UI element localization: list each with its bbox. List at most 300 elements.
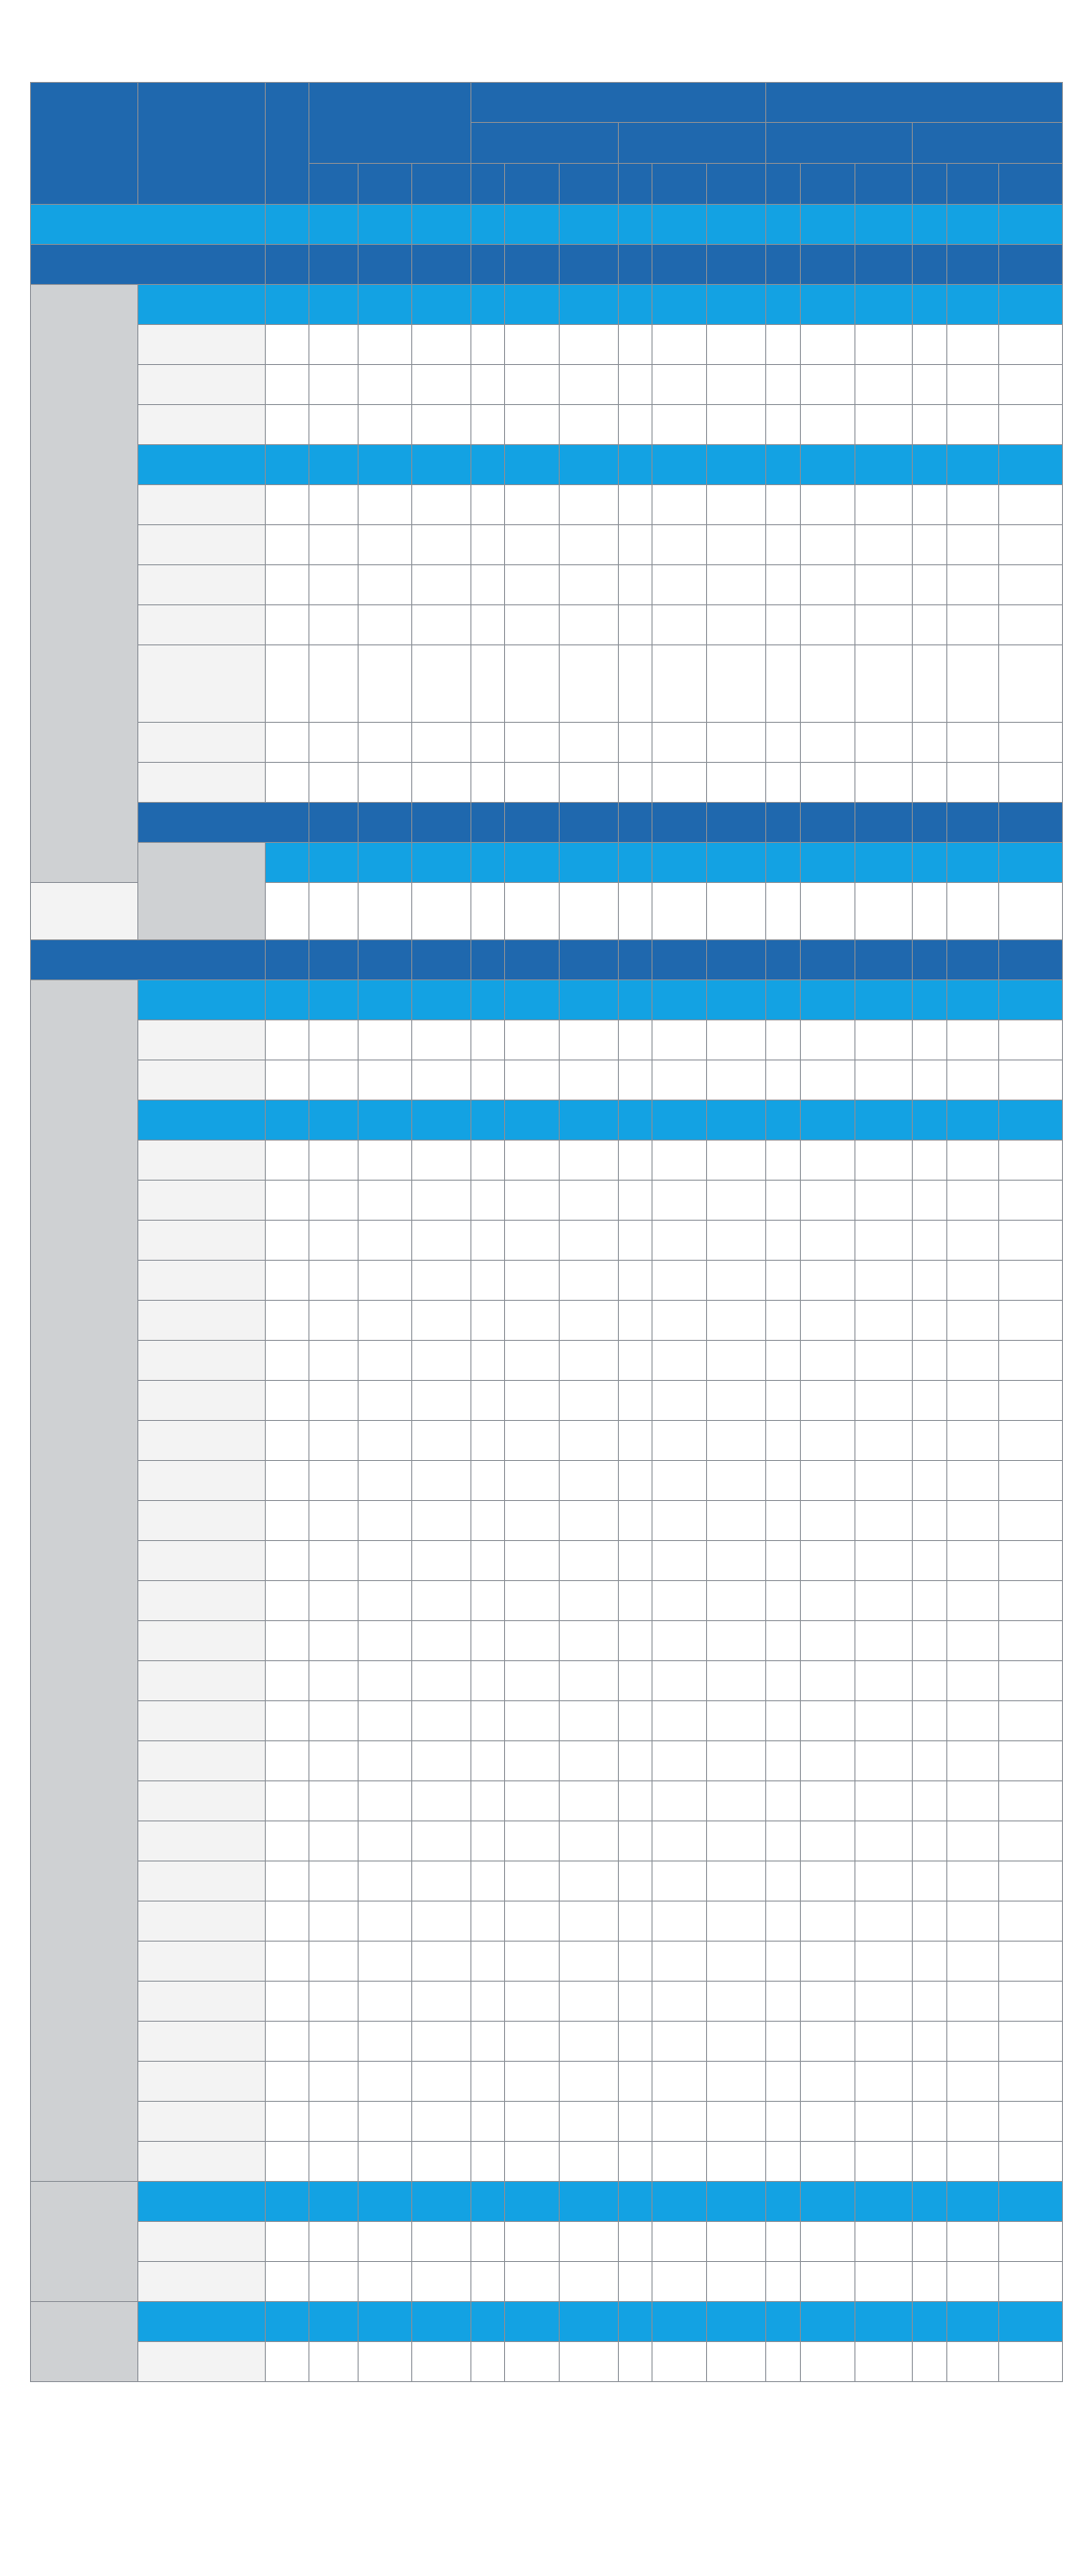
value-cell — [652, 365, 707, 405]
value-cell — [412, 2142, 471, 2182]
value-cell — [619, 1020, 652, 1060]
value-cell — [471, 1461, 505, 1501]
value-cell — [505, 1902, 560, 1942]
value-cell — [309, 2222, 359, 2262]
value-cell — [652, 1902, 707, 1942]
value-cell — [619, 245, 652, 285]
value-cell — [913, 2262, 947, 2302]
value-cell — [801, 2022, 855, 2062]
value-cell — [707, 1821, 766, 1861]
value-cell — [471, 1982, 505, 2022]
value-cell — [947, 1461, 999, 1501]
value-cell — [359, 285, 412, 325]
value-cell — [947, 2262, 999, 2302]
value-cell — [766, 1221, 801, 1261]
value-cell — [801, 1861, 855, 1902]
sub-row — [31, 445, 1063, 485]
value-cell — [412, 405, 471, 445]
value-cell — [707, 2102, 766, 2142]
value-cell — [999, 1261, 1063, 1301]
value-cell — [619, 565, 652, 605]
value-cell — [855, 1661, 913, 1701]
value-cell — [652, 1181, 707, 1221]
value-cell — [766, 1100, 801, 1141]
value-cell — [309, 1661, 359, 1701]
value-cell — [652, 2302, 707, 2342]
value-cell — [505, 2262, 560, 2302]
value-cell — [999, 2342, 1063, 2382]
value-cell — [913, 1541, 947, 1581]
value-cell — [412, 1461, 471, 1501]
value-cell — [412, 245, 471, 285]
value-cell — [359, 205, 412, 245]
subject-name — [138, 1141, 266, 1181]
subject-name — [138, 1982, 266, 2022]
subject-name — [138, 1181, 266, 1221]
value-cell — [309, 325, 359, 365]
value-cell — [652, 723, 707, 763]
value-cell — [619, 1581, 652, 1621]
table-row — [31, 1301, 1063, 1341]
value-cell — [412, 763, 471, 803]
value-cell — [855, 1181, 913, 1221]
value-cell — [801, 1741, 855, 1781]
value-cell — [560, 605, 619, 645]
value-cell — [560, 1621, 619, 1661]
value-cell — [913, 245, 947, 285]
table-row — [31, 1661, 1063, 1701]
subject-name — [138, 1781, 266, 1821]
value-cell — [560, 803, 619, 843]
value-cell — [266, 1421, 309, 1461]
value-cell — [801, 980, 855, 1020]
value-cell — [266, 1741, 309, 1781]
value-cell — [801, 1100, 855, 1141]
value-cell — [471, 1581, 505, 1621]
value-cell — [359, 1341, 412, 1381]
value-cell — [999, 1541, 1063, 1581]
value-cell — [471, 2302, 505, 2342]
value-cell — [855, 1541, 913, 1581]
value-cell — [471, 525, 505, 565]
value-cell — [560, 2102, 619, 2142]
value-cell — [266, 2342, 309, 2382]
sem1-theory-header — [505, 164, 560, 205]
value-cell — [505, 2182, 560, 2222]
value-cell — [999, 1701, 1063, 1741]
value-cell — [412, 1501, 471, 1541]
value-cell — [505, 940, 560, 980]
value-cell — [855, 325, 913, 365]
value-cell — [947, 723, 999, 763]
value-cell — [999, 2262, 1063, 2302]
value-cell — [619, 1821, 652, 1861]
table-row — [31, 1942, 1063, 1982]
value-cell — [619, 1942, 652, 1982]
value-cell — [309, 1341, 359, 1381]
value-cell — [947, 645, 999, 723]
value-cell — [999, 645, 1063, 723]
value-cell — [560, 1541, 619, 1581]
value-cell — [359, 1621, 412, 1661]
value-cell — [412, 1661, 471, 1701]
table-row — [31, 1982, 1063, 2022]
value-cell — [359, 2182, 412, 2222]
value-cell — [359, 1301, 412, 1341]
value-cell — [999, 2142, 1063, 2182]
value-cell — [913, 980, 947, 1020]
value-cell — [707, 1701, 766, 1741]
value-cell — [560, 1221, 619, 1261]
value-cell — [855, 1461, 913, 1501]
table-row — [31, 723, 1063, 763]
value-cell — [801, 485, 855, 525]
value-cell — [913, 1301, 947, 1341]
value-cell — [801, 1341, 855, 1381]
subject-name — [138, 1060, 266, 1100]
subject-name — [138, 2022, 266, 2062]
value-cell — [801, 2342, 855, 2382]
value-cell — [412, 1100, 471, 1141]
value-cell — [619, 2342, 652, 2382]
value-cell — [359, 1181, 412, 1221]
value-cell — [652, 2342, 707, 2382]
header-year2-sem2 — [913, 123, 1063, 164]
value-cell — [412, 1181, 471, 1221]
value-cell — [359, 2142, 412, 2182]
value-cell — [309, 2342, 359, 2382]
value-cell — [619, 1060, 652, 1100]
value-cell — [266, 2262, 309, 2302]
value-cell — [707, 1581, 766, 1621]
value-cell — [309, 2142, 359, 2182]
value-cell — [652, 1861, 707, 1902]
value-cell — [266, 1261, 309, 1301]
value-cell — [855, 1421, 913, 1461]
value-cell — [766, 980, 801, 1020]
value-cell — [359, 1221, 412, 1261]
value-cell — [266, 2182, 309, 2222]
value-cell — [947, 2342, 999, 2382]
value-cell — [505, 843, 560, 883]
total-practice-header — [412, 164, 471, 205]
value-cell — [855, 1982, 913, 2022]
value-cell — [619, 1261, 652, 1301]
value-cell — [855, 1741, 913, 1781]
group-fusion — [138, 843, 266, 940]
value-cell — [947, 1261, 999, 1301]
value-cell — [999, 405, 1063, 445]
value-cell — [913, 2342, 947, 2382]
value-cell — [471, 1661, 505, 1701]
value-cell — [947, 763, 999, 803]
value-cell — [619, 1741, 652, 1781]
value-cell — [707, 1381, 766, 1421]
value-cell — [766, 405, 801, 445]
value-cell — [947, 1741, 999, 1781]
value-cell — [855, 1221, 913, 1261]
value-cell — [652, 1381, 707, 1421]
value-cell — [913, 2062, 947, 2102]
value-cell — [947, 843, 999, 883]
value-cell — [947, 365, 999, 405]
value-cell — [359, 1581, 412, 1621]
value-cell — [619, 723, 652, 763]
value-cell — [309, 1942, 359, 1982]
value-cell — [947, 883, 999, 940]
value-cell — [766, 1301, 801, 1341]
sem3-credit-header — [766, 164, 801, 205]
value-cell — [999, 940, 1063, 980]
value-cell — [505, 405, 560, 445]
value-cell — [855, 1701, 913, 1741]
value-cell — [619, 1781, 652, 1821]
value-cell — [505, 2302, 560, 2342]
value-cell — [707, 525, 766, 565]
value-cell — [266, 1541, 309, 1581]
value-cell — [412, 285, 471, 325]
value-cell — [266, 1581, 309, 1621]
value-cell — [471, 1060, 505, 1100]
value-cell — [412, 2022, 471, 2062]
subject-name — [138, 1020, 266, 1060]
value-cell — [412, 843, 471, 883]
value-cell — [309, 565, 359, 605]
value-cell — [766, 1661, 801, 1701]
grand-row — [31, 205, 1063, 245]
value-cell — [707, 2022, 766, 2062]
value-cell — [801, 205, 855, 245]
value-cell — [652, 1501, 707, 1541]
value-cell — [947, 1421, 999, 1461]
value-cell — [707, 285, 766, 325]
value-cell — [359, 405, 412, 445]
value-cell — [560, 565, 619, 605]
value-cell — [855, 2222, 913, 2262]
value-cell — [947, 525, 999, 565]
value-cell — [505, 1741, 560, 1781]
value-cell — [766, 763, 801, 803]
value-cell — [913, 1741, 947, 1781]
value-cell — [947, 1701, 999, 1741]
value-cell — [766, 1261, 801, 1301]
value-cell — [412, 1741, 471, 1781]
value-cell — [652, 325, 707, 365]
total-row — [31, 803, 1063, 843]
value-cell — [560, 2142, 619, 2182]
value-cell — [412, 1621, 471, 1661]
value-cell — [266, 645, 309, 723]
value-cell — [652, 285, 707, 325]
value-cell — [619, 1541, 652, 1581]
value-cell — [471, 1221, 505, 1261]
value-cell — [855, 605, 913, 645]
value-cell — [652, 445, 707, 485]
value-cell — [766, 2302, 801, 2342]
value-cell — [801, 525, 855, 565]
value-cell — [652, 1701, 707, 1741]
value-cell — [947, 1861, 999, 1902]
value-cell — [855, 1501, 913, 1541]
total-label — [31, 245, 266, 285]
value-cell — [619, 645, 652, 723]
value-cell — [412, 1341, 471, 1381]
value-cell — [266, 1942, 309, 1982]
total-label — [138, 803, 309, 843]
value-cell — [560, 245, 619, 285]
value-cell — [505, 565, 560, 605]
value-cell — [309, 605, 359, 645]
total-row — [31, 245, 1063, 285]
value-cell — [471, 2342, 505, 2382]
value-cell — [412, 2262, 471, 2302]
value-cell — [999, 285, 1063, 325]
value-cell — [471, 763, 505, 803]
value-cell — [652, 2262, 707, 2302]
value-cell — [505, 1020, 560, 1060]
value-cell — [801, 1821, 855, 1861]
value-cell — [947, 1100, 999, 1141]
value-cell — [947, 1381, 999, 1421]
value-cell — [913, 605, 947, 645]
value-cell — [359, 1541, 412, 1581]
value-cell — [471, 843, 505, 883]
sub-row — [31, 843, 1063, 883]
table-row — [31, 1181, 1063, 1221]
value-cell — [619, 1341, 652, 1381]
value-cell — [707, 1141, 766, 1181]
value-cell — [471, 1741, 505, 1781]
value-cell — [913, 1661, 947, 1701]
value-cell — [560, 1902, 619, 1942]
value-cell — [855, 1621, 913, 1661]
value-cell — [266, 285, 309, 325]
value-cell — [619, 763, 652, 803]
value-cell — [359, 1701, 412, 1741]
value-cell — [999, 1421, 1063, 1461]
value-cell — [309, 843, 359, 883]
value-cell — [801, 1301, 855, 1341]
value-cell — [913, 525, 947, 565]
value-cell — [560, 940, 619, 980]
value-cell — [359, 245, 412, 285]
value-cell — [913, 1781, 947, 1821]
value-cell — [505, 2102, 560, 2142]
table-row — [31, 565, 1063, 605]
value-cell — [999, 1501, 1063, 1541]
value-cell — [619, 1861, 652, 1902]
value-cell — [471, 1261, 505, 1301]
value-cell — [505, 365, 560, 405]
value-cell — [947, 1141, 999, 1181]
value-cell — [913, 405, 947, 445]
value-cell — [560, 205, 619, 245]
header-year1-sem1 — [471, 123, 619, 164]
value-cell — [999, 525, 1063, 565]
value-cell — [855, 1821, 913, 1861]
value-cell — [471, 940, 505, 980]
value-cell — [801, 1501, 855, 1541]
value-cell — [359, 1982, 412, 2022]
value-cell — [947, 1301, 999, 1341]
value-cell — [471, 645, 505, 723]
subject-name — [138, 1381, 266, 1421]
value-cell — [471, 2182, 505, 2222]
value-cell — [266, 2022, 309, 2062]
table-row — [31, 1141, 1063, 1181]
value-cell — [471, 205, 505, 245]
value-cell — [619, 1701, 652, 1741]
value-cell — [999, 1942, 1063, 1982]
value-cell — [999, 2102, 1063, 2142]
value-cell — [652, 763, 707, 803]
value-cell — [505, 1141, 560, 1181]
value-cell — [999, 1461, 1063, 1501]
value-cell — [505, 245, 560, 285]
value-cell — [707, 940, 766, 980]
curriculum-table-wrapper — [30, 82, 1062, 2382]
value-cell — [266, 1781, 309, 1821]
value-cell — [766, 285, 801, 325]
value-cell — [999, 1181, 1063, 1221]
value-cell — [359, 485, 412, 525]
value-cell — [766, 1060, 801, 1100]
value-cell — [913, 2142, 947, 2182]
value-cell — [309, 1982, 359, 2022]
value-cell — [309, 2102, 359, 2142]
value-cell — [619, 405, 652, 445]
subject-name — [138, 2222, 266, 2262]
value-cell — [359, 525, 412, 565]
value-cell — [560, 1141, 619, 1181]
value-cell — [947, 1501, 999, 1541]
value-cell — [707, 1661, 766, 1701]
value-cell — [766, 1381, 801, 1421]
value-cell — [652, 980, 707, 1020]
value-cell — [652, 1541, 707, 1581]
value-cell — [947, 1221, 999, 1261]
value-cell — [766, 940, 801, 980]
value-cell — [309, 1902, 359, 1942]
value-cell — [412, 1381, 471, 1421]
value-cell — [707, 445, 766, 485]
table-row — [31, 2222, 1063, 2262]
value-cell — [359, 1741, 412, 1781]
value-cell — [707, 1421, 766, 1461]
value-cell — [471, 803, 505, 843]
table-row — [31, 1020, 1063, 1060]
table-row — [31, 645, 1063, 723]
value-cell — [855, 365, 913, 405]
header-total — [309, 83, 471, 164]
value-cell — [359, 2302, 412, 2342]
value-cell — [707, 1301, 766, 1341]
value-cell — [412, 1541, 471, 1581]
value-cell — [707, 325, 766, 365]
value-cell — [560, 325, 619, 365]
value-cell — [707, 1902, 766, 1942]
value-cell — [652, 1100, 707, 1141]
value-cell — [619, 2142, 652, 2182]
value-cell — [652, 405, 707, 445]
value-cell — [801, 1261, 855, 1301]
value-cell — [619, 843, 652, 883]
value-cell — [560, 1661, 619, 1701]
value-cell — [560, 1100, 619, 1141]
value-cell — [505, 1781, 560, 1821]
value-cell — [913, 1902, 947, 1942]
value-cell — [505, 2222, 560, 2262]
